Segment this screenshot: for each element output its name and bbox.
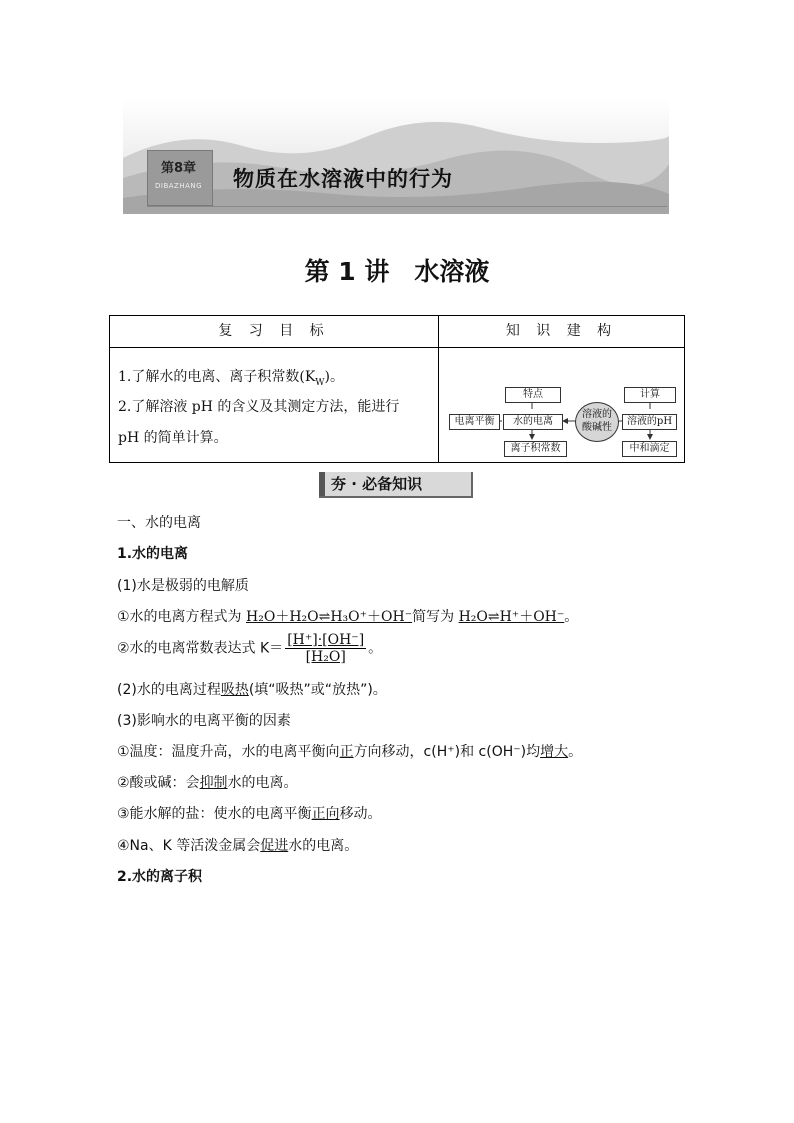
para-1: (1)水是极弱的电解质 [117, 578, 249, 594]
review-goals-header: 复 习 目 标 [110, 316, 439, 348]
banner-rule [147, 206, 667, 207]
para-9 [117, 835, 358, 855]
goal-2: 2.了解溶液 pH 的含义及其测定方法，能进行 [118, 399, 400, 415]
para-9-b: 水的电离。 [288, 838, 359, 854]
para-3-c: 。 [368, 640, 383, 657]
para-6-b: 方向移动，c(H⁺)和 c(OH⁻)均 [353, 744, 541, 760]
map-calc: 计算 [624, 387, 676, 403]
para-4 [117, 679, 387, 699]
para-6 [117, 741, 582, 761]
para-8-a: ③能水解的盐：使水的电离平衡 [117, 806, 312, 822]
para-7 [117, 772, 298, 792]
heading-2-2: 2.水的离子积 [117, 869, 203, 885]
map-solution-ph: 溶液的pH [622, 414, 677, 430]
chapter-label: 第8章 [161, 161, 197, 176]
map-water-ionization: 水的电离 [503, 414, 563, 430]
para-2-c: 。 [564, 609, 579, 625]
answer-endothermic: 吸热 [220, 682, 249, 698]
para-3-a: ②水的电离常数表达式 K＝ [117, 640, 284, 657]
knowledge-map-header: 知 识 建 构 [439, 316, 684, 348]
heading-2-1: 1.水的电离 [117, 546, 189, 562]
goal-2-cont: pH 的简单计算。 [118, 430, 228, 446]
para-6-c: 。 [568, 744, 583, 760]
answer-forward: 正 [339, 744, 354, 760]
fraction-numerator: [H⁺]·[OH⁻] [287, 632, 365, 648]
map-features: 特点 [505, 387, 561, 403]
goal-1: 1.了解水的电离、离子积常数$(K_W)$。 [118, 369, 345, 388]
answer-inhibit: 抑制 [199, 775, 228, 791]
section-header-mark [319, 472, 325, 496]
chapter-label-en: DIBAZHANG [155, 182, 203, 190]
para-8-b: 移动。 [339, 806, 382, 822]
para-6-a: ①温度：温度升高，水的电离平衡向 [117, 744, 340, 760]
para-2 [117, 606, 578, 626]
section-title: 夯 · 必备知识 [331, 475, 423, 493]
para-2-b: 简写为 [412, 609, 459, 625]
map-center [575, 402, 619, 442]
equation-full: H₂O＋H₂O⇌H₃O⁺＋OH⁻ [246, 609, 413, 625]
para-3 [117, 632, 382, 665]
para-4-b: (填“吸热”或“放热”)。 [248, 682, 387, 698]
chapter-title: 物质在水溶液中的行为 [233, 167, 453, 191]
para-9-a: ④Na、K 等活泼金属会 [117, 838, 261, 854]
constant-fraction [285, 632, 366, 665]
review-table [109, 315, 685, 463]
para-7-a: ②酸或碱：会 [117, 775, 200, 791]
para-5: (3)影响水的电离平衡的因素 [117, 713, 291, 729]
map-center-line2: 酸碱性 [582, 422, 612, 433]
answer-forward-shift: 正向 [311, 806, 340, 822]
map-ion-balance: 电离平衡 [449, 414, 500, 430]
map-center-line1: 溶液的 [582, 409, 612, 420]
fraction-denominator: [H₂O] [305, 649, 346, 665]
map-titration: 中和滴定 [622, 441, 677, 457]
map-ion-product: 离子积常数 [504, 441, 567, 457]
para-8 [117, 803, 382, 823]
para-2-a: ①水的电离方程式为 [117, 609, 247, 625]
para-4-a: (2)水的电离过程 [117, 682, 221, 698]
answer-increase: 增大 [540, 744, 569, 760]
heading-1: 一、水的电离 [117, 515, 201, 531]
lecture-title: 第 1 讲 水溶液 [304, 257, 490, 286]
answer-promote: 促进 [260, 838, 289, 854]
para-7-b: 水的电离。 [227, 775, 298, 791]
equation-short: H₂O⇌H⁺＋OH⁻ [458, 609, 565, 625]
